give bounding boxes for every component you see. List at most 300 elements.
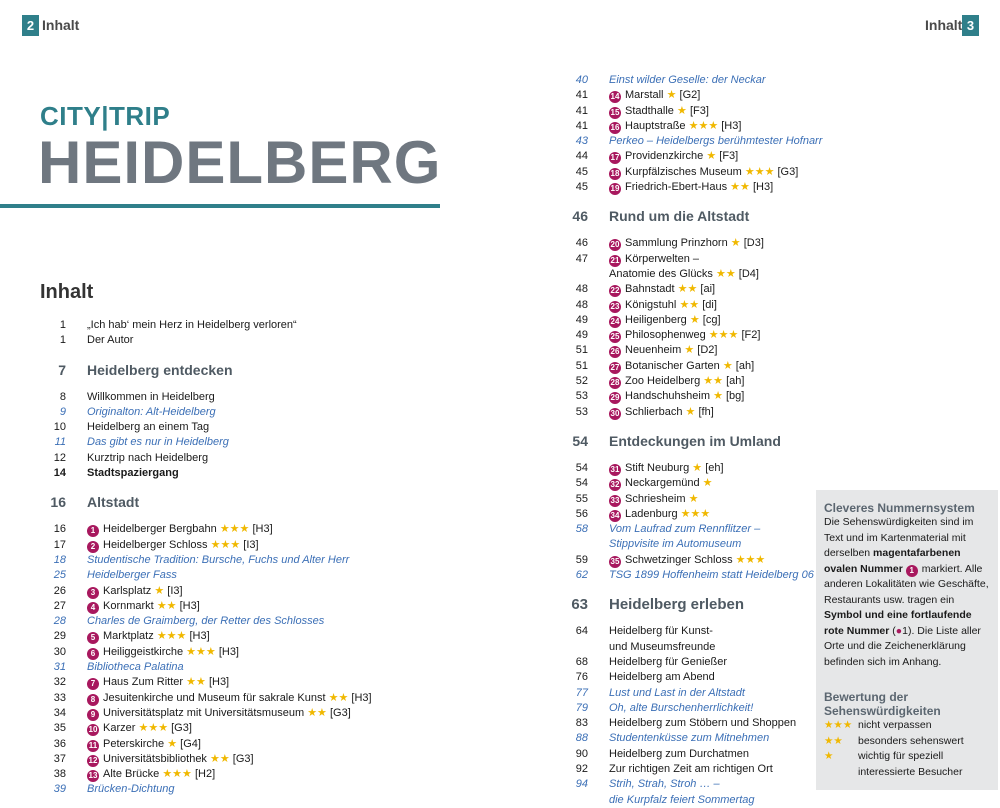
- toc-entry-title: Altstadt: [87, 494, 140, 511]
- toc-entry: [562, 104, 812, 119]
- toc-entry-text: [609, 686, 745, 701]
- toc-entry: [562, 624, 812, 639]
- toc-entry-title: Studentenküsse zum Mitnehmen: [609, 732, 770, 745]
- map-reference: [fh]: [698, 405, 714, 418]
- toc-entry-text: [609, 359, 754, 374]
- rating-stars-icon: ★★★: [744, 165, 775, 178]
- toc-entry: [40, 737, 440, 752]
- toc-page-number: 1: [59, 334, 66, 347]
- toc-entry-title: Zur richtigen Zeit am richtigen Ort: [609, 762, 773, 775]
- rating-stars-icon: ★★★: [219, 523, 250, 536]
- toc-entry: [40, 752, 440, 767]
- toc-title: Inhalt: [40, 281, 94, 303]
- toc-entry-title: Heiligenberg: [625, 313, 687, 326]
- toc-entry-title: Jesuitenkirche und Museum für sakrale Kunst: [103, 691, 326, 704]
- toc-page-number: 62: [575, 569, 588, 582]
- toc-entry-text: [609, 88, 700, 103]
- toc-page-number: 55: [575, 492, 588, 505]
- sight-number-badge: 20: [610, 240, 620, 250]
- title-rule: [0, 204, 440, 208]
- toc-page-number: 16: [50, 494, 66, 511]
- sight-number-badge: 30: [610, 408, 620, 418]
- rating-title: Bewertung der Sehenswürdigkeiten: [824, 690, 941, 718]
- toc-entry: [562, 282, 812, 297]
- toc-page-number: 41: [575, 89, 588, 102]
- toc-page-number: 51: [575, 359, 588, 372]
- map-reference: [I3]: [167, 584, 183, 597]
- toc-entry: [40, 629, 440, 644]
- toc-entry-title: Marktplatz: [103, 630, 154, 643]
- toc-entry: [562, 731, 812, 746]
- sight-number-badge: 31: [610, 464, 620, 474]
- toc-page-number: 8: [59, 390, 66, 403]
- rating-stars-icon: ★★: [307, 706, 327, 719]
- toc-page-number: 25: [53, 569, 66, 582]
- toc-entry: [40, 614, 440, 629]
- toc-entry: [562, 492, 812, 507]
- toc-entry-text: [609, 553, 765, 568]
- toc-entry-text: [609, 655, 727, 670]
- toc-entry-text: [609, 73, 766, 88]
- toc-entry-title: Botanischer Garten: [625, 359, 720, 372]
- map-reference: [ai]: [700, 283, 716, 296]
- toc-page-number: 56: [575, 507, 588, 520]
- toc-entry-title: Vom Laufrad zum Rennflitzer –: [609, 523, 761, 536]
- toc-page-number: 92: [575, 762, 588, 775]
- rating-stars-icon: ★★★: [162, 768, 192, 781]
- legend-row: [824, 765, 994, 781]
- rating-stars-icon: ★: [730, 237, 741, 250]
- sidebox-text: Die Sehenswürdigkeiten sind im Text und im Kartenmaterial mit derselben magentafarbenen ovalen Nummer 1 markiert. Alle anderen Lokalitäten wie Geschäfte, Restaurants usw. tragen ein Symbol und eine fortlaufende rote Nummer (●1). Die Liste aller Orte und die Zeichenerklärung befinden sich im Anhang.: [824, 516, 989, 668]
- legend-text: wichtig für speziell: [858, 750, 944, 762]
- toc-page-number: 88: [575, 732, 588, 745]
- toc-entry-title: Stift Neuburg: [625, 461, 690, 474]
- toc-entry-title: Peterskirche: [103, 737, 165, 750]
- toc-entry-title: Heidelberger Schloss: [103, 538, 208, 551]
- numbering-info-box: [816, 490, 998, 790]
- toc-entry-title: Schwetzinger Schloss: [625, 553, 733, 566]
- toc-page-number: 59: [575, 553, 588, 566]
- toc-entry-title: Friedrich-Ebert-Haus: [625, 181, 728, 194]
- toc-entry-text: [609, 762, 773, 777]
- toc-entry: [40, 318, 440, 333]
- sight-number-badge: 22: [610, 286, 620, 296]
- toc-entry-text: [87, 675, 229, 690]
- sight-number-badge: 7: [87, 678, 99, 690]
- toc-page-number: 16: [53, 523, 66, 536]
- toc-page-number: 63: [571, 596, 588, 614]
- sight-number-badge: 23: [610, 301, 620, 311]
- toc-page-number: 46: [572, 208, 588, 225]
- toc-entry: [562, 374, 812, 389]
- sight-number-badge: 10: [88, 725, 98, 735]
- toc-entry: [562, 686, 812, 701]
- toc-entry-title: Karzer: [103, 722, 136, 735]
- rating-stars-icon: ★: [666, 89, 677, 102]
- toc-page-number: 45: [575, 181, 588, 194]
- toc-page-number: 10: [53, 421, 66, 434]
- page-number-right: 3: [962, 15, 979, 36]
- toc-entry: [562, 73, 812, 88]
- toc-entry: [40, 660, 440, 675]
- toc-entry-title: Originalton: Alt-Heidelberg: [87, 405, 216, 418]
- toc-page-number: 58: [575, 523, 588, 536]
- toc-entry-title: Heidelberger Bergbahn: [103, 523, 217, 536]
- rating-stars-icon: ★★★: [138, 722, 169, 735]
- sight-number-badge: 27: [610, 362, 620, 372]
- rating-legend: [824, 718, 994, 780]
- sight-number-badge: 14: [610, 92, 620, 102]
- toc-entry-text: [609, 430, 781, 453]
- toc-entry-text: [609, 165, 798, 180]
- toc-entry-title: Heidelberg zum Stöbern und Shoppen: [609, 717, 797, 730]
- toc-entry-title: Königstuhl: [625, 298, 677, 311]
- toc-entry-title: Heidelberg für Kunst-: [609, 625, 713, 638]
- toc-page-number: 9: [59, 405, 66, 418]
- toc-page-number: 49: [575, 313, 588, 326]
- toc-page-number: 94: [575, 778, 588, 791]
- toc-entry: [562, 236, 812, 251]
- toc-page-number: 33: [53, 691, 66, 704]
- map-reference: [H3]: [179, 599, 200, 612]
- toc-entry-title: Alte Brücke: [103, 768, 160, 781]
- toc-entry: [562, 180, 812, 195]
- badge-example-icon: 1: [906, 565, 918, 577]
- toc-page-number: 53: [575, 405, 588, 418]
- toc-entry-text: [87, 782, 174, 797]
- toc-entry-text: [87, 553, 349, 568]
- toc-entry: [562, 762, 812, 777]
- map-reference: [di]: [702, 298, 717, 311]
- toc-entry-text: [609, 670, 715, 685]
- toc-entry-text: [609, 205, 749, 228]
- toc-entry-title: Lust und Last in der Altstadt: [609, 686, 745, 699]
- toc-entry: [40, 390, 440, 405]
- toc-entry-title: Das gibt es nur in Heidelberg: [87, 436, 229, 449]
- red-number-icon: ●: [895, 624, 903, 637]
- toc-entry: [562, 655, 812, 670]
- toc-entry-text: [87, 584, 183, 599]
- toc-entry: [562, 343, 812, 358]
- legend-text: nicht verpassen: [858, 719, 932, 731]
- rating-stars-icon: ★★★: [680, 507, 711, 520]
- legend-row: [824, 749, 994, 765]
- map-reference: [G4]: [180, 737, 201, 750]
- toc-entry: [562, 328, 812, 343]
- toc-entry: [40, 645, 440, 660]
- toc-entry-title: Rund um die Altstadt: [609, 208, 750, 225]
- toc-entry-text: [87, 614, 324, 629]
- toc-page-number: 47: [575, 252, 588, 265]
- toc-entry-text: [87, 318, 297, 333]
- toc-section: [40, 359, 440, 382]
- rating-stars-icon: ★★: [677, 283, 698, 296]
- sight-number-badge: 35: [610, 556, 620, 566]
- toc-page-number: 1: [59, 319, 66, 331]
- toc-entry-title: Bibliotheca Palatina: [87, 661, 184, 674]
- toc-page-number: 53: [575, 390, 588, 403]
- toc-entry-text: [609, 593, 744, 616]
- toc-entry: [40, 675, 440, 690]
- toc-section: [562, 205, 812, 228]
- toc-entry-text: [609, 701, 753, 716]
- toc-entry-text: [609, 522, 760, 537]
- toc-entry-text: [609, 328, 760, 343]
- map-reference: [G3]: [329, 706, 351, 719]
- toc-entry-title: Der Autor: [87, 334, 134, 347]
- rating-stars-icon: ★: [688, 492, 699, 505]
- toc-entry-title: Strih, Strah, Stroh … –: [609, 778, 720, 791]
- rating-stars-icon: ★: [154, 584, 165, 597]
- toc-entry: [40, 466, 440, 481]
- toc-section: [562, 593, 812, 616]
- legend-stars-icon: ★★: [824, 734, 843, 747]
- map-reference: [F3]: [689, 104, 709, 117]
- map-reference: [H3]: [252, 523, 273, 536]
- toc-page-number: 30: [53, 645, 66, 658]
- rating-stars-icon: ★★★: [688, 119, 719, 132]
- toc-entry: [40, 767, 440, 782]
- sight-number-badge: 19: [610, 184, 620, 194]
- rating-stars-icon: ★★★: [186, 645, 216, 658]
- toc-page-number: 51: [575, 344, 588, 357]
- toc-entry-title: Charles de Graimberg, der Retter des Schlosses: [87, 615, 325, 628]
- toc-entry: [562, 522, 812, 537]
- toc-page-number: 29: [53, 630, 66, 643]
- toc-entry-title: Heidelberg entdecken: [87, 361, 233, 378]
- toc-entry-text: [87, 599, 200, 614]
- map-reference: [G3]: [171, 722, 192, 735]
- toc-entry-title: Schlierbach: [625, 405, 683, 418]
- toc-page-number: 48: [575, 283, 588, 296]
- toc-page-number: 44: [575, 150, 588, 163]
- toc-entry-text: [609, 568, 814, 583]
- map-reference: [H3]: [208, 676, 230, 689]
- rating-stars-icon: ★★: [210, 752, 230, 765]
- map-reference: [ah]: [726, 375, 745, 388]
- toc-entry: [562, 298, 812, 313]
- sight-number-badge: 25: [610, 332, 620, 342]
- toc-entry-title: Universitätsbibliothek: [103, 752, 207, 765]
- toc-page-number: 54: [575, 461, 588, 474]
- toc-entry-title: Kurpfälzisches Museum: [625, 165, 742, 178]
- map-reference: [D4]: [738, 267, 759, 280]
- toc-entry: [562, 670, 812, 685]
- toc-entry-title: Heiliggeistkirche: [103, 645, 184, 658]
- toc-entry: [562, 313, 812, 328]
- toc-page-number: 77: [575, 686, 588, 699]
- sight-number-badge: 4: [87, 602, 99, 614]
- toc-entry: [40, 706, 440, 721]
- toc-page-number: 7: [58, 361, 66, 378]
- toc-entry-title: Heidelberg erleben: [609, 596, 745, 614]
- toc-entry: [40, 599, 440, 614]
- rating-stars-icon: ★: [685, 405, 696, 418]
- toc-entry-text: [609, 149, 738, 164]
- toc-entry-title: Schriesheim: [625, 492, 686, 505]
- legend-row: [824, 718, 994, 734]
- toc-entry-title: Philosophenweg: [625, 329, 706, 342]
- toc-entry-title: Brücken-Dichtung: [87, 783, 175, 796]
- toc-entry-title: die Kurpfalz feiert Sommertag: [609, 793, 755, 806]
- rating-stars-icon: ★: [713, 390, 723, 403]
- toc-entry-text: [87, 359, 233, 382]
- sight-number-badge: 28: [610, 378, 620, 388]
- toc-page-number: 40: [575, 74, 588, 86]
- toc-entry: [562, 747, 812, 762]
- legend-text: besonders sehenswert: [858, 734, 964, 747]
- toc-entry: [40, 538, 440, 553]
- map-reference: [D3]: [743, 237, 764, 250]
- brand-series: CITY|TRIP: [40, 101, 171, 131]
- toc-entry: [40, 333, 440, 348]
- toc-entry: [562, 568, 812, 583]
- toc-entry: [40, 522, 440, 537]
- rating-stars-icon: ★: [692, 461, 703, 474]
- sight-number-badge: 11: [88, 740, 98, 750]
- rating-stars-icon: ★: [167, 737, 178, 750]
- toc-entry-text: [609, 134, 822, 149]
- toc-entry: [562, 716, 812, 731]
- toc-entry-title: Kurztrip nach Heidelberg: [87, 451, 209, 464]
- toc-page-number: 68: [575, 655, 588, 668]
- toc-entry-text: [87, 466, 179, 481]
- sight-number-badge: 15: [610, 107, 620, 117]
- toc-entry-text: [609, 747, 749, 762]
- toc-entry-title: Anatomie des Glücks: [609, 267, 713, 280]
- toc-entry-text: [87, 629, 210, 644]
- toc-entry-title: Einst wilder Geselle: der Neckar: [609, 74, 766, 86]
- toc-entry-text: [609, 507, 710, 522]
- toc-entry: [40, 568, 440, 583]
- rating-stars-icon: ★: [722, 359, 733, 372]
- toc-entry-text: [609, 640, 715, 655]
- toc-entry: [562, 793, 812, 808]
- toc-entry-text: [87, 691, 372, 706]
- toc-entry: [40, 405, 440, 420]
- map-reference: [H3]: [752, 181, 774, 194]
- toc-page-number: 11: [54, 436, 66, 449]
- toc-entry-text: [609, 537, 741, 552]
- rating-stars-icon: ★★★: [210, 538, 241, 551]
- page-header-left: Inhalt: [42, 17, 80, 33]
- toc-entry-title: Perkeo – Heidelbergs berühmtester Hofnarr: [609, 135, 823, 148]
- toc-entry: [40, 584, 440, 599]
- toc-page-number: 26: [53, 584, 66, 597]
- toc-page-number: 52: [575, 375, 588, 388]
- toc-entry: [562, 461, 812, 476]
- toc-entry-title: Stippvisite im Automuseum: [609, 538, 742, 551]
- toc-entry-text: [609, 313, 721, 328]
- toc-entry-title: Heidelberg zum Durchatmen: [609, 747, 750, 760]
- toc-entry-title: Heidelberger Fass: [87, 569, 177, 582]
- legend-row: [824, 734, 994, 750]
- toc-entry-text: [609, 282, 715, 297]
- toc-page-number: 46: [575, 237, 588, 250]
- sight-number-badge: 21: [610, 255, 620, 265]
- toc-entry-title: Heidelberg an einem Tag: [87, 421, 210, 434]
- sight-number-badge: 1: [87, 525, 99, 537]
- toc-entry-text: [609, 267, 759, 282]
- toc-entry-text: [609, 731, 769, 746]
- toc-entry-text: [87, 405, 216, 420]
- toc-entry-text: [87, 767, 215, 782]
- toc-page-number: 34: [53, 706, 66, 719]
- toc-entry: [40, 553, 440, 568]
- toc-entry-text: [609, 793, 755, 808]
- toc-entry-text: [609, 119, 741, 134]
- toc-entry-text: [609, 298, 717, 313]
- toc-entry-text: [87, 645, 239, 660]
- toc-entry-title: Karlsplatz: [103, 584, 152, 597]
- sight-number-badge: 12: [88, 755, 98, 765]
- toc-entry-title: Willkommen in Heidelberg: [87, 390, 215, 403]
- toc-page-number: 54: [572, 432, 588, 449]
- map-reference: [H3]: [218, 645, 239, 658]
- toc-page-number: 18: [53, 553, 66, 566]
- toc-entry: [562, 267, 812, 282]
- sight-number-badge: 16: [610, 122, 620, 132]
- toc-entry-title: Oh, alte Burschenherrlichkeit!: [609, 701, 754, 714]
- page-number-left: 2: [22, 15, 39, 36]
- toc-entry-title: und Museumsfreunde: [609, 640, 716, 653]
- toc-entry-text: [609, 476, 713, 491]
- toc-entry: [562, 119, 812, 134]
- sight-number-badge: 26: [610, 347, 620, 357]
- toc-entry: [562, 389, 812, 404]
- toc-entry-text: [609, 180, 773, 195]
- brand-title: HEIDELBERG: [38, 129, 442, 196]
- map-reference: [bg]: [726, 390, 745, 403]
- toc-page-number: 39: [53, 783, 66, 796]
- rating-stars-icon: ★: [702, 477, 713, 490]
- toc-entry: [562, 359, 812, 374]
- toc-entry-text: [87, 752, 254, 767]
- sight-number-badge: 6: [87, 648, 99, 660]
- rating-stars-icon: ★★: [716, 267, 736, 280]
- toc-entry-text: [87, 737, 201, 752]
- toc-entry-text: [87, 390, 215, 405]
- toc-entry-text: [609, 374, 744, 389]
- toc-entry-title: Hauptstraße: [625, 119, 686, 132]
- rating-stars-icon: ★: [689, 313, 700, 326]
- rating-stars-icon: ★: [706, 150, 717, 163]
- rating-stars-icon: ★★★: [156, 630, 187, 643]
- map-reference: [F3]: [719, 150, 739, 163]
- toc-entry: [562, 476, 812, 491]
- sight-number-badge: 24: [610, 316, 620, 326]
- rating-stars-icon: ★★: [328, 691, 349, 704]
- rating-stars-icon: ★★★: [708, 329, 739, 342]
- toc-page-number: 14: [53, 467, 66, 480]
- sight-number-badge: 32: [610, 480, 620, 490]
- toc-entry-title: Stadtspaziergang: [87, 467, 179, 480]
- toc-section: [562, 430, 812, 453]
- toc-entry-text: [87, 568, 177, 583]
- toc-entry: [40, 782, 440, 797]
- toc-page-number: 79: [575, 701, 588, 714]
- toc-page-number: 41: [575, 119, 588, 132]
- toc-entry-text: [609, 405, 714, 420]
- toc-entry-title: Universitätsplatz mit Universitätsmuseum: [103, 706, 305, 719]
- toc-page-number: 31: [53, 661, 66, 674]
- toc-page-number: 41: [575, 104, 588, 117]
- toc-entry-text: [609, 461, 724, 476]
- sight-number-badge: 8: [87, 694, 99, 706]
- sight-number-badge: 34: [610, 510, 620, 520]
- toc-page-number: 45: [575, 165, 588, 178]
- toc-entry-title: Providenzkirche: [625, 150, 704, 163]
